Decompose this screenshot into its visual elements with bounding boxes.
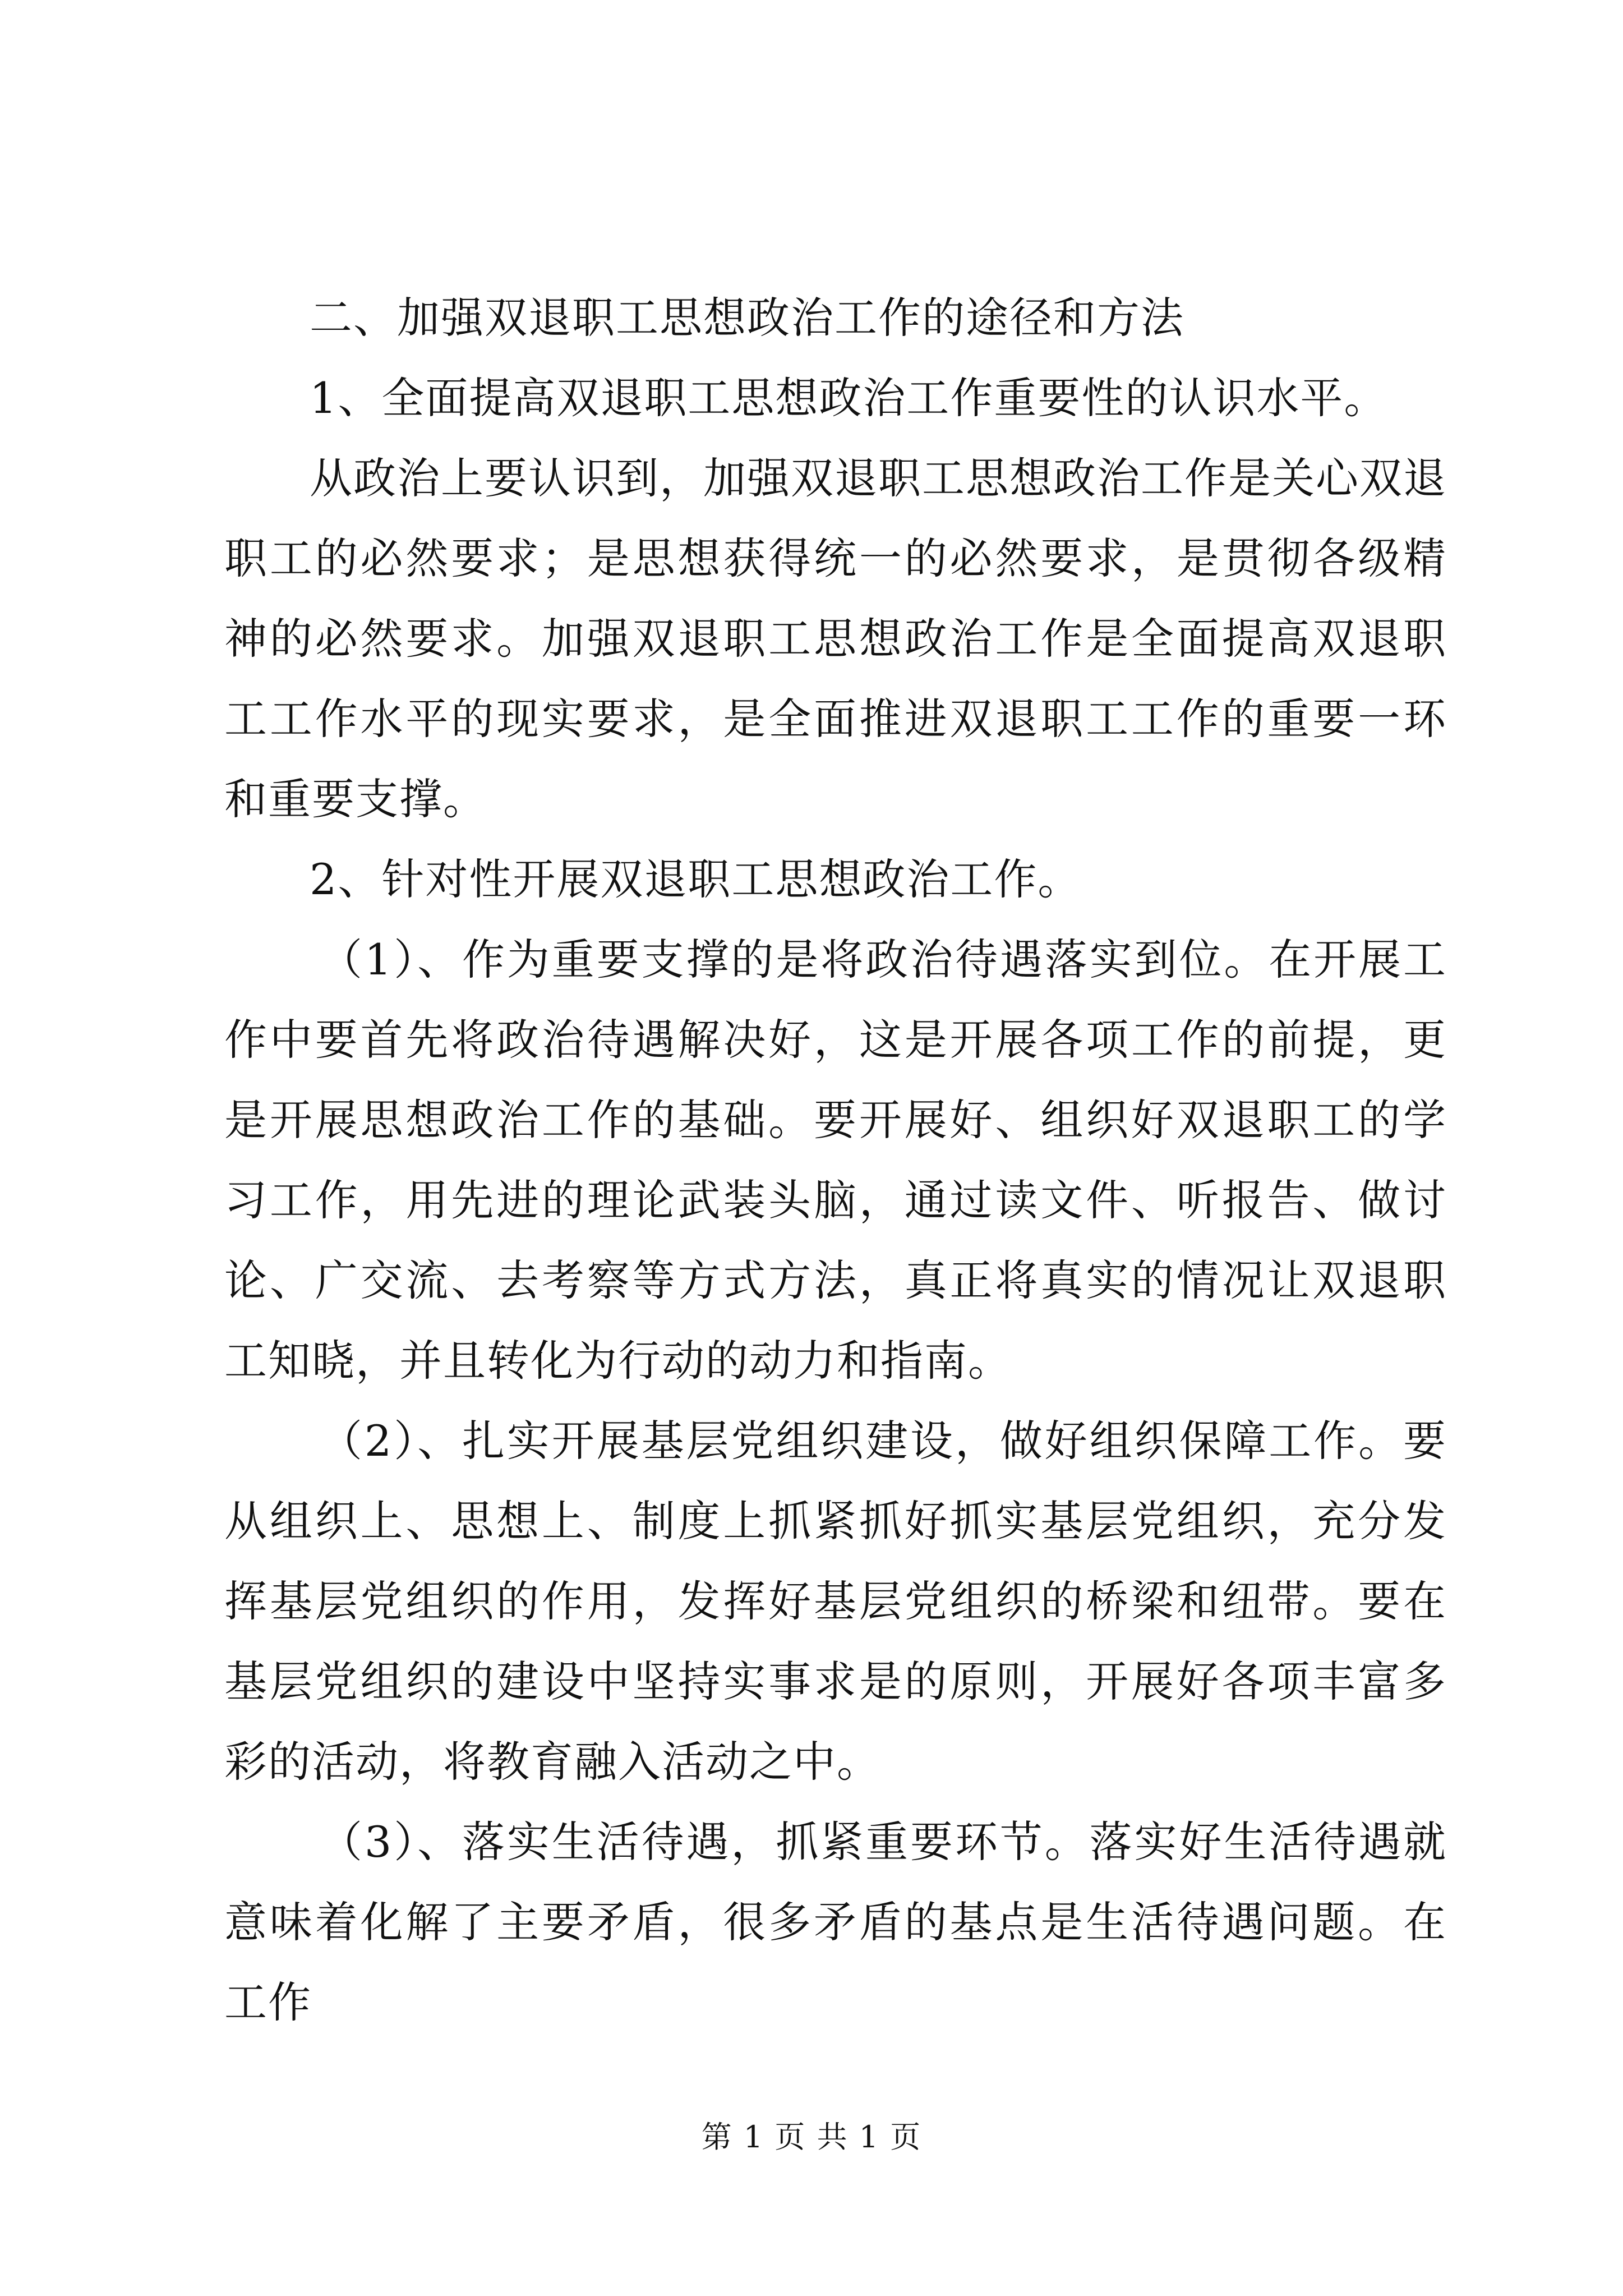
paragraph-political-awareness: 从政治上要认识到，加强双退职工思想政治工作是关心双退职工的必然要求；是思想获得统一的必然要求，是贯彻各级精神的必然要求。加强双退职工思想政治工作是全面提高双退职工工作水平的现实要求，是全面推进双退职工工作的重要一环和重要支撑。 <box>224 453 1447 824</box>
section-heading: 二、加强双退职工思想政治工作的途径和方法 <box>310 293 1184 343</box>
subheading-2: 2、针对性开展双退职工思想政治工作。 <box>310 854 1082 904</box>
document-body <box>224 278 1447 2042</box>
paragraph-item-1: （1）、作为重要支撑的是将政治待遇落实到位。在开展工作中要首先将政治待遇解决好，这是开展各项工作的前提，更是开展思想政治工作的基础。要开展好、组织好双退职工的学习工作，用先进的理论武装头脑，通过读文件、听报告、做讨论、广交流、去考察等方式方法，真正将真实的情况让双退职工知晓，并且转化为行动的动力和指南。 <box>224 935 1447 1386</box>
paragraph-item-2: （2）、扎实开展基层党组织建设，做好组织保障工作。要从组织上、思想上、制度上抓紧抓好抓实基层党组织，充分发挥基层党组织的作用，发挥好基层党组织的桥梁和纽带。要在基层党组织的建设中坚持实事求是的原则，开展好各项丰富多彩的活动，将教育融入活动之中。 <box>224 1416 1447 1787</box>
page-footer: 第 1 页 共 1 页 <box>701 2119 922 2155</box>
paragraph-item-3: （3）、落实生活待遇，抓紧重要环节。落实好生活待遇就意味着化解了主要矛盾，很多矛盾的基点是生活待遇问题。在工作 <box>224 1817 1447 2027</box>
subheading-1: 1、全面提高双退职工思想政治工作重要性的认识水平。 <box>310 373 1388 423</box>
